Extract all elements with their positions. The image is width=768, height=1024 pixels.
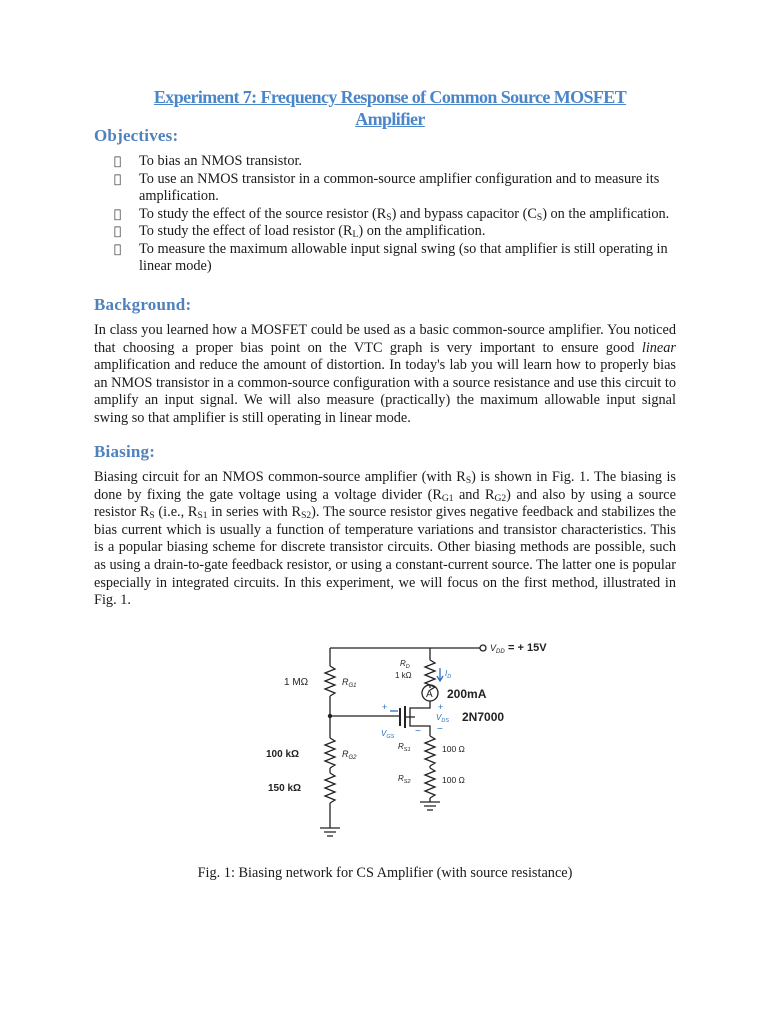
svg-text:−: −: [415, 726, 421, 737]
svg-text:VDS: $V_{DS}$: [436, 713, 449, 724]
svg-text:RD: $R_D$: [400, 659, 410, 670]
rg2-resistor: [325, 738, 335, 768]
biasing-paragraph: Biasing circuit for an NMOS common-source amplifier (with $R_S$) is shown in Fig. 1. The biasing is done by fixing the gate voltage using a voltage divider ($R_{G1}$ and $R_{G2}$) and also by using a source resistor $R_S$ (i.e., $R_{S1}$ in series with $R_{S2}$). The source resistor gives negative feedback and stabilizes the bias current which is usually a function of temperature variations and transistor characteristics. This is a popular biasing scheme for discrete transistor circuits. Other biasing methods are possible, such as using a drain-to-gate feedback resistor, or using a constant-current source. The latter one is popular especially in integrated circuits. In this experiment, we will focus on the first method, illustrated in Fig. 1.: [94, 469, 676, 609]
title-line-2: Amplifier: [355, 109, 425, 129]
svg-text:+: +: [382, 702, 388, 712]
svg-text:ID: $I_D$: [445, 669, 452, 680]
svg-text:RG2: $R_{G2}$: [342, 749, 357, 761]
svg-text:RG1: $R_{G1}$: [342, 677, 357, 689]
figure-caption: Fig. 1: Biasing network for CS Amplifier (with source resistance): [197, 865, 573, 881]
rg2-value: 100 kΩ: [266, 749, 300, 760]
transistor-label: 2N7000: [462, 710, 505, 724]
objective-item: To use an NMOS transistor in a common-source amplifier configuration and to measure its amplification.: [114, 171, 674, 206]
page-title: [90, 86, 690, 130]
svg-text:RS2: $R_{S2}$: [398, 774, 411, 785]
objectives-list: [114, 153, 674, 276]
rg3-value: 150 kΩ: [268, 783, 302, 794]
objective-item: To measure the maximum allowable input signal swing (so that amplifier is still operating in linear mode): [114, 241, 674, 276]
title-line-1: Experiment 7: Frequency Response of Common Source MOSFET: [153, 87, 627, 107]
bullet-icon: [114, 223, 121, 241]
ground-right: [420, 802, 440, 810]
bullet-icon: [114, 171, 121, 189]
svg-text:−: −: [437, 724, 443, 735]
background-paragraph: In class you learned how a MOSFET could be used as a basic common-source amplifier. You noticed that choosing a proper bias point on the VTC graph is very important to ensure good linear amplification and reduce the amount of distortion. In today's lab you will learn how to properly bias an NMOS transistor in a common-source configuration with a source resistance and use this circuit to amplify an input signal. We will also measure (practically) the maximum allowable input signal swing so that amplifier is still operating in linear mode.: [94, 322, 676, 426]
rs1-resistor: [425, 736, 435, 766]
svg-text:VGS: $V_{GS}$: [381, 729, 395, 740]
rs1-value: 100 Ω: [442, 744, 465, 754]
svg-text:VDD: $V_{DD}$: [490, 643, 505, 655]
rg1-resistor: [325, 666, 335, 696]
biasing-heading: Biasing:: [94, 442, 156, 461]
svg-text:RS1: $R_{S1}$: [398, 742, 411, 753]
rs2-resistor: [425, 768, 435, 798]
objective-item: To study the effect of the source resistor $(R_S)$ and bypass capacitor $(C_S)$ on the amplification.: [114, 206, 674, 224]
ammeter-reading: 200mA: [447, 687, 487, 701]
objective-item: To study the effect of load resistor $(R_L)$ on the amplification.: [114, 223, 674, 241]
biasing-circuit-diagram: [250, 628, 580, 838]
objective-item: To bias an NMOS transistor.: [114, 153, 674, 171]
bullet-icon: [114, 206, 121, 224]
ammeter-symbol: A: [426, 689, 433, 700]
ground-left: [320, 828, 340, 836]
emphasis-linear: linear: [641, 339, 676, 356]
bullet-icon: [114, 241, 121, 259]
svg-text:+: +: [438, 702, 444, 712]
vdd-value: = + 15V: [508, 642, 547, 654]
rg3-resistor: [325, 773, 335, 803]
objectives-heading: Objectives:: [94, 126, 179, 145]
bullet-icon: [114, 153, 121, 171]
rs2-value: 100 Ω: [442, 775, 465, 785]
rg1-value: 1 MΩ: [284, 677, 309, 688]
vdd-terminal: [480, 645, 486, 651]
rd-value: 1 kΩ: [395, 671, 412, 680]
background-heading: Background:: [94, 295, 192, 314]
